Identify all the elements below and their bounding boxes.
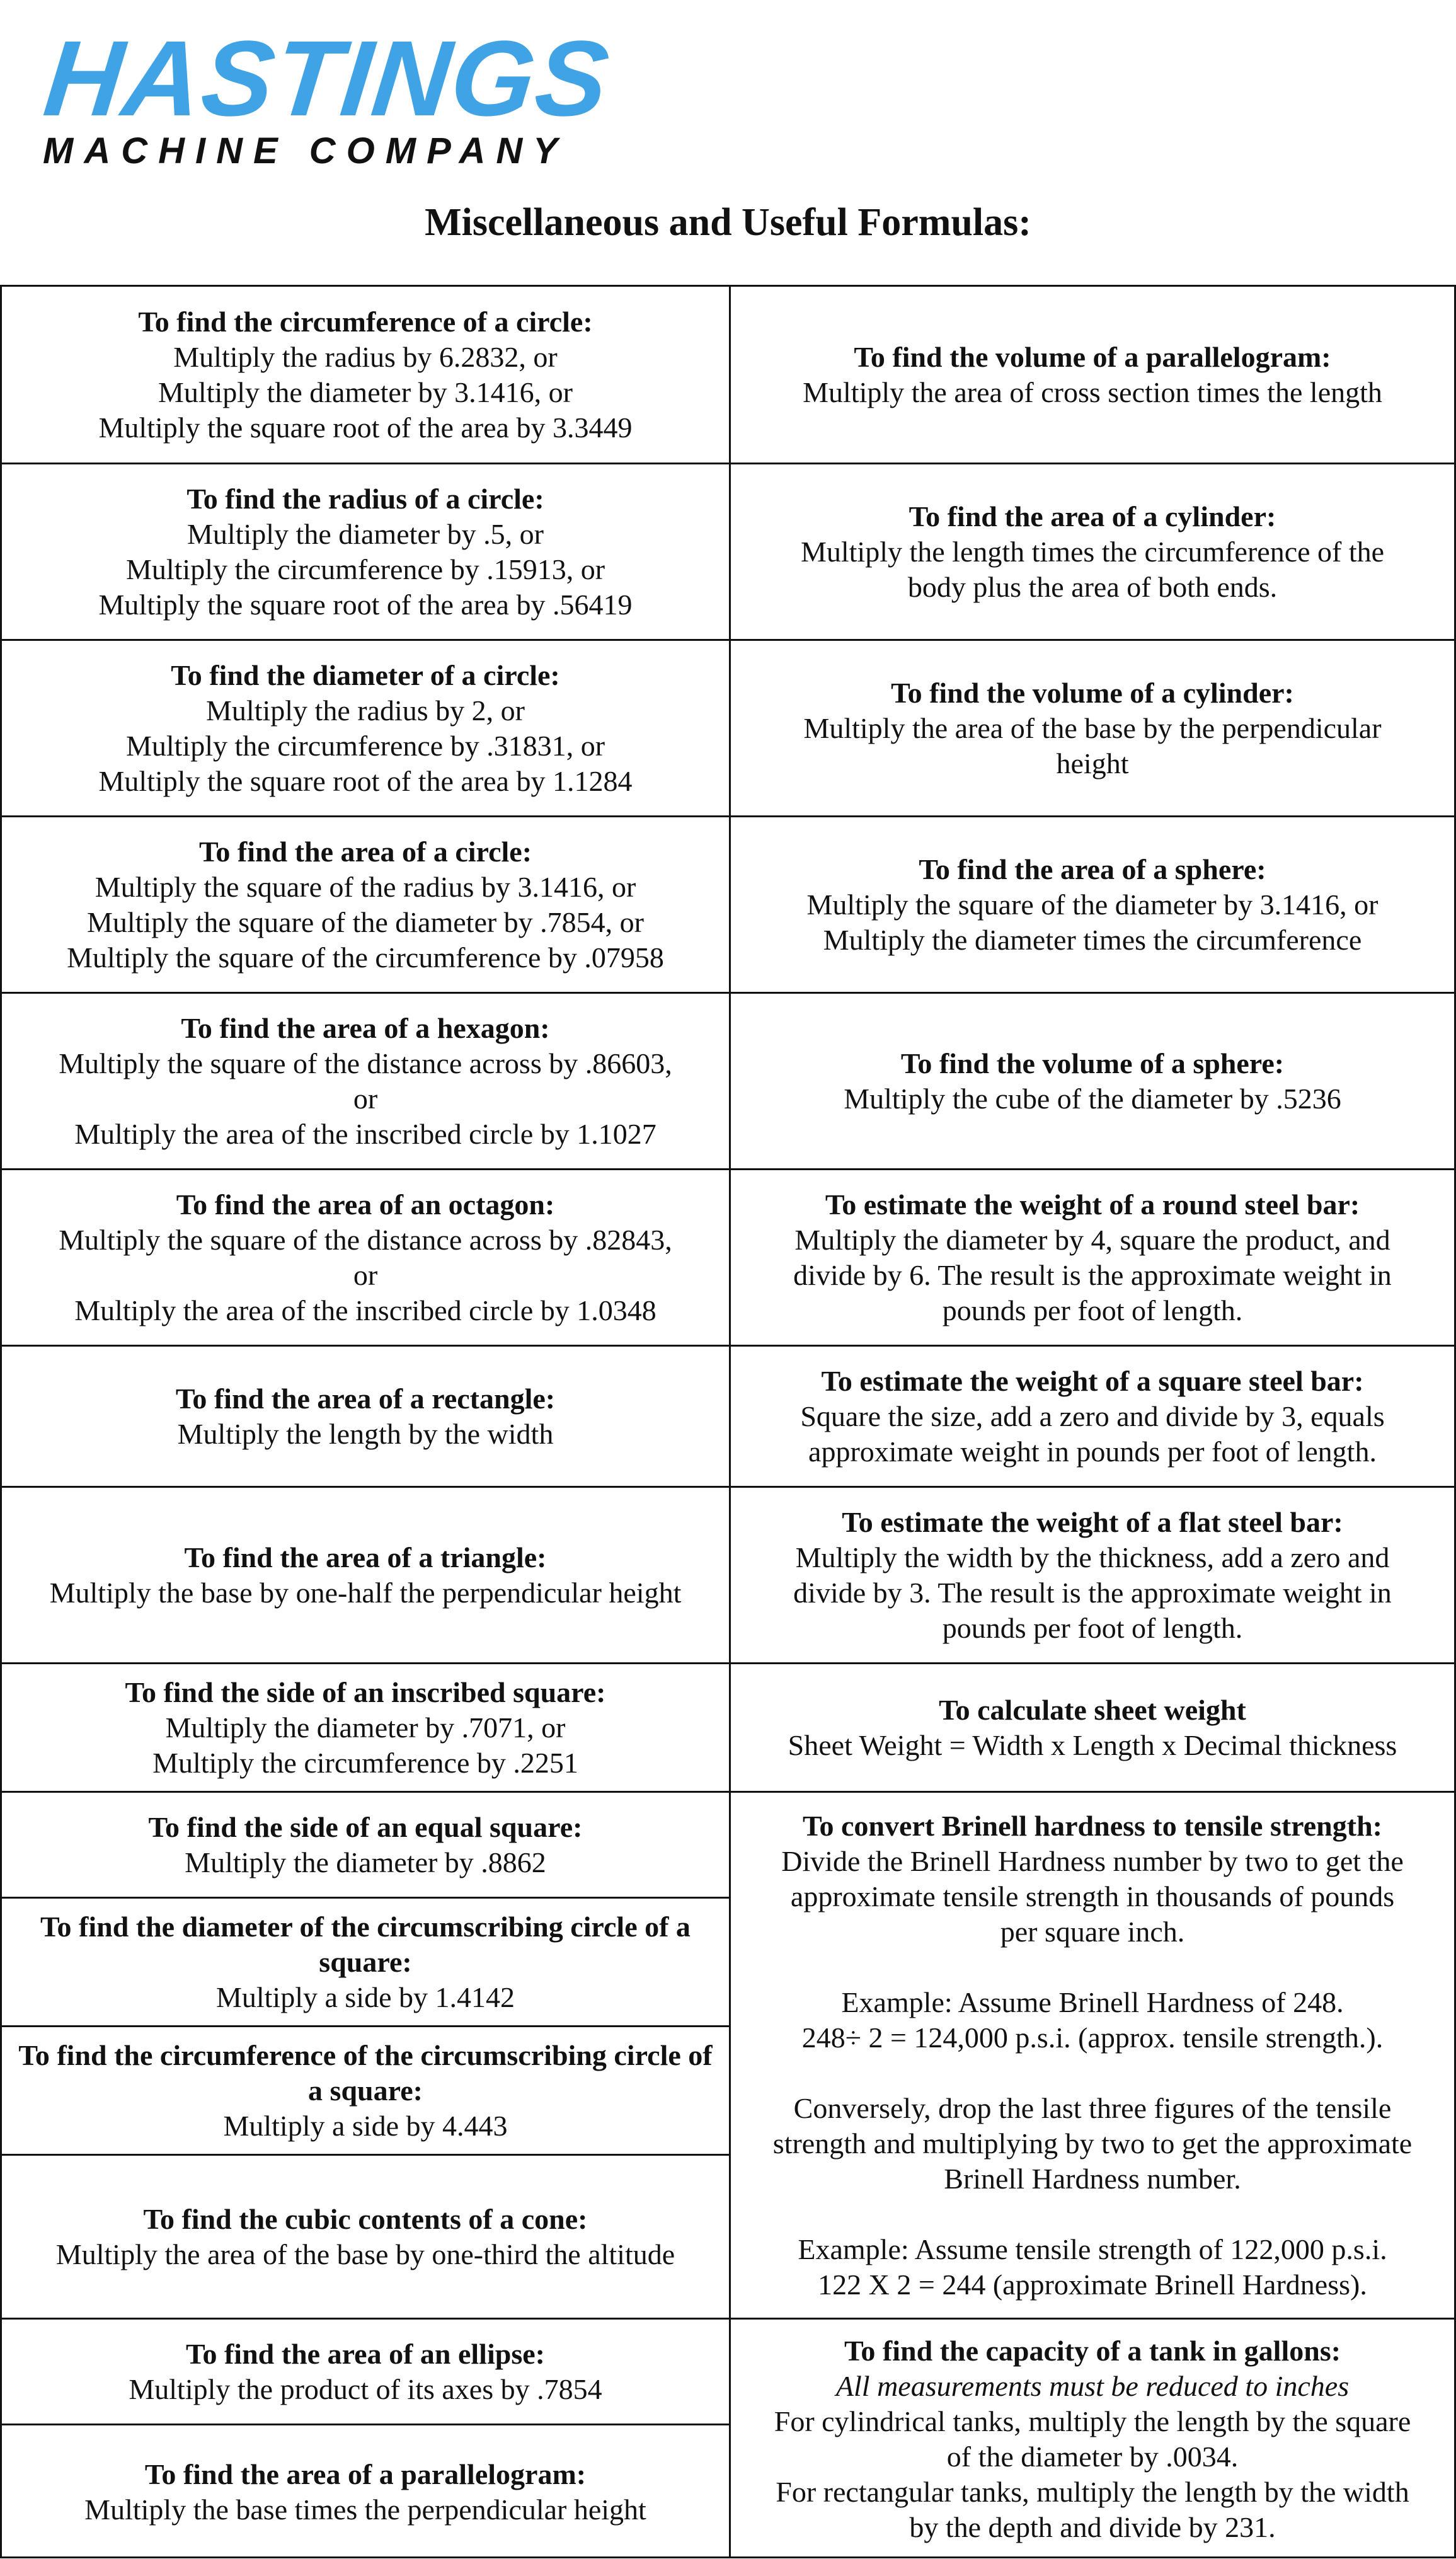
formula-text: Multiply the square root of the area by 1.1284 — [98, 764, 633, 797]
formula-cell — [731, 2320, 1454, 2559]
formula-heading: To find the area of a hexagon: — [181, 1011, 550, 1044]
formula-cell — [2, 2027, 729, 2156]
formula-text: strength and multiplying by two to get the approximate — [772, 2127, 1413, 2159]
formula-text: Multiply the diameter by .7071, or — [165, 1711, 566, 1744]
formula-text: body plus the area of both ends. — [907, 570, 1278, 603]
formula-text: approximate tensile strength in thousands of pounds — [790, 1880, 1395, 1912]
formula-heading: To calculate sheet weight — [939, 1693, 1246, 1726]
formula-text: Multiply the radius by 6.2832, or — [173, 340, 558, 373]
formula-text: pounds per foot of length. — [942, 1611, 1243, 1644]
formula-heading: To find the area of a triangle: — [184, 1541, 547, 1573]
formula-text: Conversely, drop the last three figures of the tensile — [793, 2091, 1392, 2124]
formula-table — [0, 285, 1456, 2558]
formula-text: Multiply the area of the inscribed circle by 1.0348 — [74, 1294, 656, 1326]
page-title: Miscellaneous and Useful Formulas: — [425, 201, 1031, 244]
formula-text: Multiply the length by the width — [177, 1417, 554, 1450]
formula-text: divide by 3. The result is the approximate weight in — [793, 1576, 1392, 1609]
formula-text: Multiply the product of its axes by .7854 — [129, 2372, 602, 2405]
formula-heading: To find the radius of a circle: — [186, 482, 544, 515]
formula-text: height — [1056, 747, 1129, 779]
formula-text: by the depth and divide by 231. — [909, 2511, 1276, 2543]
formula-cell — [731, 1793, 1454, 2320]
formula-cell — [731, 817, 1454, 994]
formula-heading: To find the diameter of the circumscribing circle of a square: — [40, 1910, 691, 1978]
formula-cell — [2, 1488, 729, 1664]
formula-cell — [2, 1664, 729, 1793]
formula-heading: To find the area of a parallelogram: — [144, 2458, 587, 2490]
formula-heading: To find the side of an inscribed square: — [125, 1676, 606, 1708]
formula-text: Multiply the area of the inscribed circle by 1.1027 — [74, 1117, 656, 1150]
formula-cell — [731, 1664, 1454, 1793]
company-logo — [38, 19, 616, 172]
formula-cell — [731, 287, 1454, 464]
formula-text: Multiply the base times the perpendicular height — [84, 2493, 646, 2526]
formula-heading: To estimate the weight of a round steel bar: — [825, 1188, 1360, 1221]
formula-text: 122 X 2 = 244 (approximate Brinell Hardness). — [818, 2268, 1367, 2301]
formula-text: Multiply the square root of the area by 3.3449 — [98, 411, 633, 444]
formula-text: of the diameter by .0034. — [946, 2441, 1239, 2473]
formula-text: Multiply the circumference by .15913, or — [125, 553, 605, 585]
formula-text: Multiply the square of the distance across by .86603, — [59, 1047, 672, 1079]
formula-cell — [2, 641, 729, 817]
formula-text: Divide the Brinell Hardness number by two to get the — [781, 1844, 1404, 1877]
formula-note: All measurements must be reduced to inches — [835, 2370, 1350, 2402]
formula-text: Multiply a side by 4.443 — [223, 2109, 508, 2142]
formula-text: Multiply the square of the radius by 3.1416, or — [95, 870, 636, 903]
formula-text: Multiply the area of the base by the perpendicular — [803, 711, 1382, 744]
formula-text: For cylindrical tanks, multiply the length by the square — [774, 2405, 1411, 2437]
formula-heading: To find the diameter of a circle: — [171, 658, 560, 691]
formula-heading: To find the circumference of a circle: — [138, 305, 593, 338]
formula-heading: To estimate the weight of a square steel bar: — [821, 1364, 1364, 1397]
formula-heading: To find the area of a cylinder: — [909, 500, 1276, 532]
formula-text: Multiply the diameter by .8862 — [185, 1846, 546, 1878]
formula-cell — [731, 1347, 1454, 1488]
formula-cell — [2, 817, 729, 994]
formula-text: pounds per foot of length. — [942, 1294, 1243, 1326]
formula-text: Multiply the square of the distance across by .82843, — [59, 1223, 672, 1256]
formula-text: or — [353, 1082, 378, 1115]
formula-heading: To find the volume of a cylinder: — [891, 676, 1294, 709]
formula-text: Multiply the square root of the area by .56419 — [98, 588, 633, 621]
formula-cell — [2, 994, 729, 1170]
formula-text: Multiply the square of the circumference by .07958 — [67, 941, 664, 974]
formula-text: For rectangular tanks, multiply the length by the width — [776, 2476, 1409, 2508]
formula-cell — [2, 464, 729, 641]
formula-cell — [2, 2156, 729, 2320]
formula-cell — [2, 1793, 729, 1899]
formula-cell — [2, 2425, 729, 2559]
formula-text: Square the size, add a zero and divide by 3, equals — [800, 1400, 1385, 1432]
formula-cell — [2, 2320, 729, 2425]
formula-heading: To find the side of an equal square: — [148, 1810, 583, 1843]
formula-cell — [731, 1170, 1454, 1347]
formula-cell — [2, 287, 729, 464]
formula-heading: To find the capacity of a tank in gallons: — [844, 2335, 1341, 2367]
formula-heading: To find the area of a rectangle: — [175, 1382, 556, 1415]
formula-text: Multiply the width by the thickness, add a zero and — [795, 1541, 1390, 1573]
logo-wordmark: HASTINGS — [38, 19, 616, 139]
formula-heading: To find the volume of a parallelogram: — [854, 340, 1331, 373]
formula-heading: To find the area of a sphere: — [919, 853, 1266, 885]
formula-heading: To find the area of a circle: — [198, 835, 532, 868]
formula-text: Multiply the diameter by 4, square the product, and — [794, 1223, 1390, 1256]
formula-heading: To find the area of an ellipse: — [186, 2337, 545, 2370]
left-column — [2, 287, 731, 2556]
formula-text: Multiply the square of the diameter by .7854, or — [86, 906, 645, 938]
formula-text: Example: Assume tensile strength of 122,000 p.s.i. — [798, 2233, 1387, 2265]
formula-heading: To find the area of an octagon: — [176, 1188, 555, 1221]
formula-text: Example: Assume Brinell Hardness of 248. — [841, 1986, 1344, 2018]
formula-text: Multiply the area of the base by one-third the altitude — [55, 2238, 675, 2270]
formula-text: Multiply the diameter by 3.1416, or — [158, 376, 573, 408]
formula-text: Multiply the base by one-half the perpendicular height — [49, 1576, 682, 1609]
logo-tagline: MACHINE COMPANY — [43, 130, 568, 171]
formula-text: Multiply the diameter times the circumference — [823, 923, 1362, 956]
formula-heading: To find the volume of a sphere: — [900, 1047, 1285, 1079]
formula-cell — [731, 464, 1454, 641]
formula-cell — [2, 1347, 729, 1488]
formula-text: Sheet Weight = Width x Length x Decimal thickness — [788, 1728, 1397, 1761]
formula-text: Multiply the circumference by .31831, or — [125, 729, 605, 762]
formula-text: Multiply the circumference by .2251 — [152, 1746, 578, 1779]
formula-heading: To find the cubic contents of a cone: — [143, 2202, 588, 2235]
formula-text: Multiply the square of the diameter by 3.1416, or — [806, 888, 1379, 921]
formula-text: Multiply the radius by 2, or — [206, 694, 525, 727]
formula-heading: To estimate the weight of a flat steel bar: — [842, 1505, 1343, 1538]
formula-text: Multiply the length times the circumference of the — [800, 535, 1385, 568]
formula-text: per square inch. — [1000, 1915, 1185, 1948]
formula-text: Multiply the cube of the diameter by .5236 — [844, 1082, 1341, 1115]
formula-heading: To find the circumference of the circumscribing circle of a square: — [18, 2039, 713, 2107]
formula-cell — [2, 1170, 729, 1347]
formula-cell — [731, 994, 1454, 1170]
formula-text: or — [353, 1258, 378, 1291]
formula-text: approximate weight in pounds per foot of length. — [808, 1435, 1377, 1468]
formula-text: Brinell Hardness number. — [944, 2162, 1241, 2195]
right-column — [731, 287, 1454, 2556]
formula-text: Multiply the diameter by .5, or — [187, 517, 544, 550]
formula-cell — [731, 641, 1454, 817]
formula-text: Multiply a side by 1.4142 — [215, 1981, 515, 2013]
formula-text: Multiply the area of cross section times the length — [803, 376, 1382, 408]
formula-heading: To convert Brinell hardness to tensile strength: — [803, 1809, 1382, 1842]
formula-cell — [2, 1899, 729, 2027]
formula-text: 248÷ 2 = 124,000 p.s.i. (approx. tensile strength.). — [801, 2021, 1384, 2054]
formula-cell — [731, 1488, 1454, 1664]
formula-text: divide by 6. The result is the approximate weight in — [793, 1258, 1392, 1291]
